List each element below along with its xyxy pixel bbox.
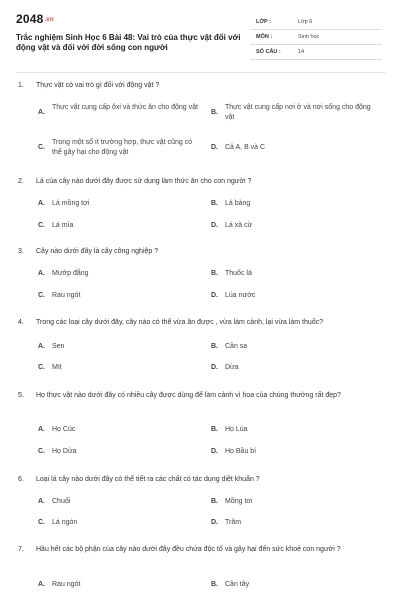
option-letter: D. — [211, 292, 218, 299]
option-letter: A. — [38, 200, 45, 207]
option-letter: B. — [211, 426, 218, 433]
option-text: Trong một số ít trường hợp, thực vật cũng có thể gây hại cho động vật — [52, 139, 193, 156]
option-letter: A. — [38, 581, 45, 588]
question-number: 7. — [18, 546, 24, 553]
option-text: Họ Lúa — [225, 426, 248, 433]
question-3 — [18, 247, 380, 307]
question-label: Loại lá cây nào dưới đây có thể tiết ra các chất có tác dụng diệt khuẩn ? — [36, 476, 260, 483]
question-text — [18, 391, 378, 401]
question-text — [18, 81, 378, 91]
question-number: 1. — [18, 82, 24, 89]
option-letter: C. — [38, 364, 45, 371]
option-text: Thực vật cung cấp ôxi và thức ăn cho động vật — [52, 104, 198, 111]
question-text — [18, 177, 378, 187]
option-letter: B. — [211, 581, 218, 588]
question-text — [18, 318, 378, 328]
option-text: Họ Bầu bí — [225, 448, 257, 455]
option-letter: B. — [211, 200, 218, 207]
option-letter: D. — [211, 144, 218, 151]
meta-table — [250, 15, 382, 60]
option-letter: A. — [38, 426, 45, 433]
option-letter: B. — [211, 343, 218, 350]
option-letter: C. — [38, 144, 45, 151]
question-number: 6. — [18, 476, 24, 483]
question-number: 3. — [18, 248, 24, 255]
option-text: Thuốc lá — [225, 270, 252, 277]
option-text: Sen — [52, 343, 65, 350]
option-text: Cả A, B và C — [225, 144, 266, 151]
question-number: 4. — [18, 319, 24, 326]
logo-suffix: .vn — [44, 17, 54, 23]
question-7 — [18, 545, 380, 595]
meta-key: SỐ CÂU : — [256, 49, 281, 55]
question-5 — [18, 391, 380, 463]
option-letter: A. — [38, 270, 45, 277]
question-label: Lá của cây nào dưới đây được sử dụng làm thức ăn cho con người ? — [36, 178, 252, 185]
option-text: Trâm — [225, 519, 242, 526]
option-text: Lá bàng — [225, 200, 251, 207]
option-letter: D. — [211, 222, 218, 229]
option-letter: D. — [211, 519, 218, 526]
meta-value: Sinh học — [298, 34, 320, 40]
meta-key: LỚP : — [256, 19, 271, 25]
option-text: Mít — [52, 364, 62, 371]
option-letter: B. — [211, 109, 218, 116]
question-label: Họ thực vật nào dưới đây có nhiều cây được dùng để làm cảnh vì hoa của chúng thường rất đẹp? — [36, 392, 341, 399]
header — [16, 12, 386, 62]
option-text: Họ Cúc — [52, 426, 76, 433]
option-text: Rau ngót — [52, 581, 81, 588]
option-text: Lá ngón — [52, 519, 78, 526]
option-letter: A. — [38, 498, 45, 505]
option-letter: D. — [211, 448, 218, 455]
option-letter: C. — [38, 448, 45, 455]
logo-text: 2048 — [16, 12, 44, 26]
option-letter: B. — [211, 270, 218, 277]
option-letter: B. — [211, 498, 218, 505]
option-letter: C. — [38, 519, 45, 526]
question-text — [18, 475, 378, 485]
option-letter: D. — [211, 364, 218, 371]
option-text: Chuối — [52, 498, 71, 505]
option-text: Rau ngót — [52, 292, 81, 299]
question-6 — [18, 475, 380, 535]
meta-row-subject — [250, 30, 382, 45]
question-text — [18, 247, 378, 257]
option-text: Lá mía — [52, 222, 74, 229]
option-letter: C. — [38, 292, 45, 299]
question-2 — [18, 177, 380, 237]
option-text: Cần tây — [225, 581, 250, 588]
question-label: Hầu hết các bộ phận của cây nào dưới đây đều chứa độc tố và gây hại đến sức khoẻ con người ? — [36, 546, 341, 553]
meta-value: Lớp 6 — [298, 19, 313, 25]
option-text: Họ Dừa — [52, 448, 77, 455]
question-label: Trong các loại cây dưới đây, cây nào có thể vừa ăn được , vừa làm cảnh, lại vừa làm thuốc? — [36, 319, 324, 326]
option-text: Cần sa — [225, 343, 248, 350]
question-label: Thực vật có vai trò gì đối với động vật ? — [36, 82, 160, 89]
page-title: Trắc nghiệm Sinh Học 6 Bài 48: Vai trò của thực vật đối với động vật và đối với đời sống con người — [16, 33, 241, 52]
divider — [16, 72, 386, 73]
option-text: Dừa — [225, 364, 239, 371]
meta-row-count — [250, 45, 382, 60]
option-text: Lá xà cừ — [225, 222, 253, 229]
meta-row-grade — [250, 15, 382, 30]
option-letter: A. — [38, 343, 45, 350]
meta-value: 14 — [298, 49, 305, 55]
option-text: Lá mồng tơi — [52, 200, 90, 207]
option-letter: A. — [38, 109, 45, 116]
question-number: 5. — [18, 392, 24, 399]
question-text — [18, 545, 378, 555]
option-text: Mướp đắng — [52, 270, 89, 277]
option-text: Thực vật cung cấp nơi ở và nơi sống cho động vật — [225, 104, 371, 121]
option-text: Lúa nước — [225, 292, 256, 299]
option-letter: C. — [38, 222, 45, 229]
option-text: Mồng tơi — [225, 498, 253, 505]
question-number: 2. — [18, 178, 24, 185]
question-label: Cây nào dưới đây là cây công nghiệp ? — [36, 248, 159, 255]
meta-key: MÔN : — [256, 34, 273, 40]
question-1 — [18, 81, 380, 161]
site-logo[interactable] — [16, 12, 54, 26]
question-4 — [18, 318, 380, 378]
